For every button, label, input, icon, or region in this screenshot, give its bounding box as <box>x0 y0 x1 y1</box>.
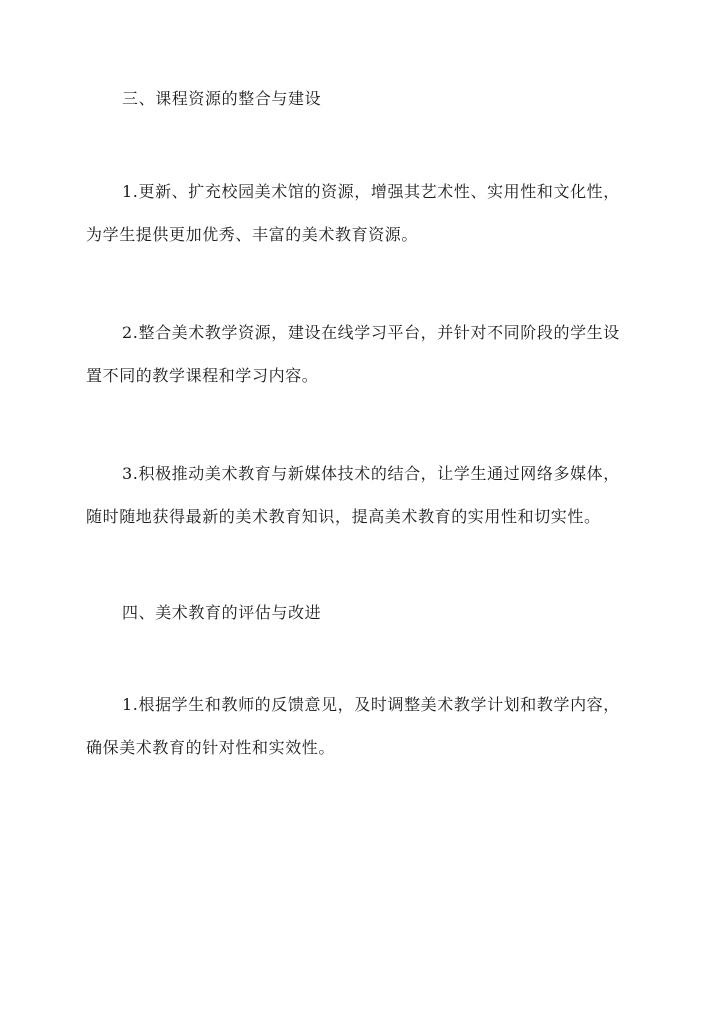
paragraph-4-1 <box>86 683 638 769</box>
paragraph-line: 确保美术教育的针对性和实效性。 <box>86 738 336 757</box>
paragraph-line: 随时随地获得最新的美术教育知识，提高美术教育的实用性和切实性。 <box>86 507 601 526</box>
paragraph-line: 1.根据学生和教师的反馈意见，及时调整美术教学计划和教学内容， <box>122 695 620 714</box>
paragraph-line: 置不同的教学课程和学习内容。 <box>86 366 319 385</box>
paragraph-line: 3.积极推动美术教育与新媒体技术的结合，让学生通过网络多媒体， <box>122 464 620 483</box>
paragraph-3-2 <box>86 311 638 397</box>
paragraph-line: 2.整合美术教学资源，建设在线学习平台，并针对不同阶段的学生设 <box>122 323 620 342</box>
section-heading-3: 三、课程资源的整合与建设 <box>122 89 322 108</box>
paragraph-3-3 <box>86 452 638 538</box>
paragraph-line: 为学生提供更加优秀、丰富的美术教育资源。 <box>86 225 419 244</box>
paragraph-line: 1.更新、扩充校园美术馆的资源，增强其艺术性、实用性和文化性， <box>122 182 620 201</box>
paragraph-3-1 <box>86 170 638 256</box>
section-heading-4: 四、美术教育的评估与改进 <box>122 603 322 622</box>
